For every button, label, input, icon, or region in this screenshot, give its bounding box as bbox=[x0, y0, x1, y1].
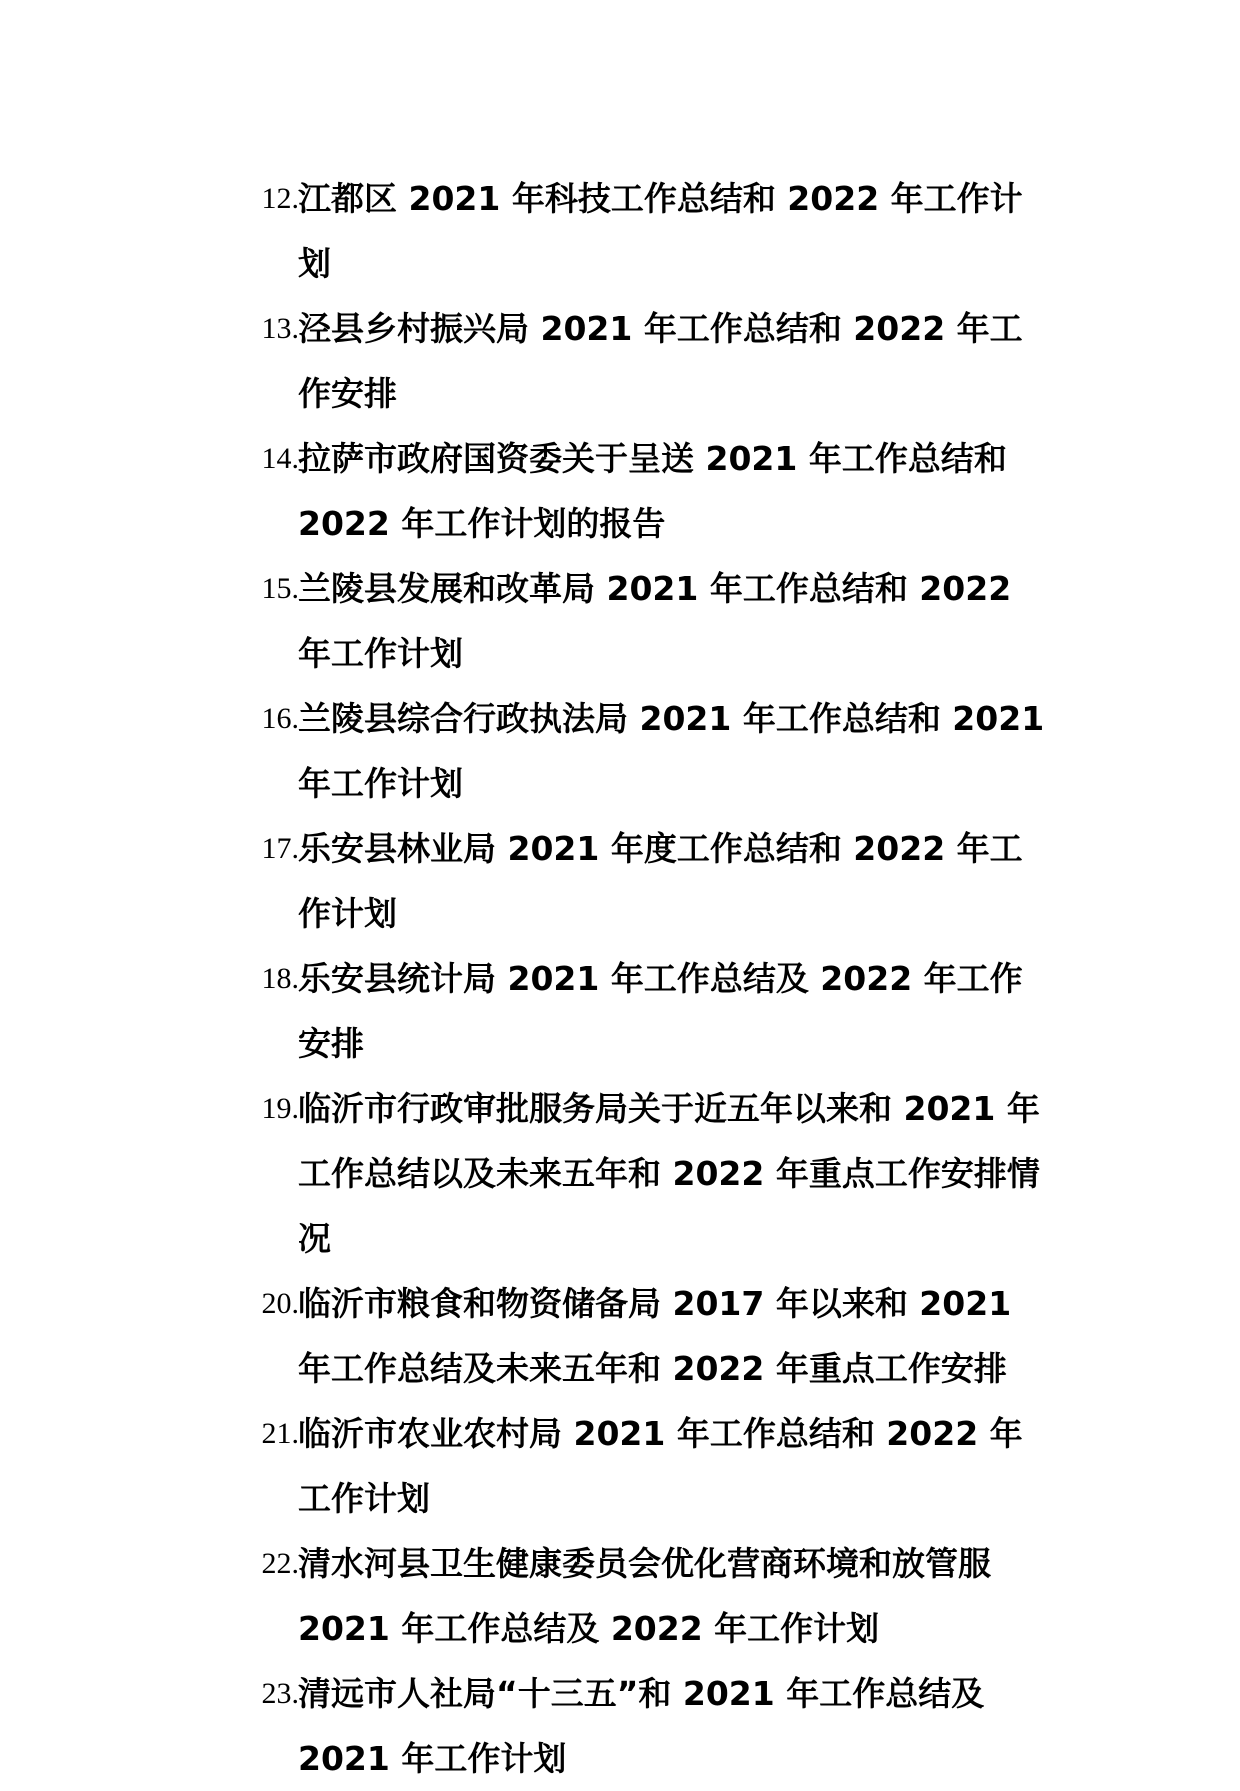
toc-item-title: 江都区 2021 年科技工作总结和 2022 年工作计划 bbox=[298, 179, 1023, 283]
toc-item-title: 清远市人社局“十三五”和 2021 年工作总结及 2021 年工作计划 bbox=[298, 1674, 985, 1778]
toc-item-title: 清水河县卫生健康委员会优化营商环境和放管服 2021 年工作总结及 2022 年工作计划 bbox=[298, 1544, 991, 1648]
toc-item-number: 20. bbox=[261, 1287, 299, 1320]
toc-item-title: 拉萨市政府国资委关于呈送 2021 年工作总结和 2022 年工作计划的报告 bbox=[298, 439, 1007, 543]
toc-item-title: 临沂市农业农村局 2021 年工作总结和 2022 年工作计划 bbox=[298, 1414, 1023, 1518]
toc-item bbox=[252, 556, 1052, 686]
toc-item-title: 乐安县林业局 2021 年度工作总结和 2022 年工作计划 bbox=[298, 829, 1023, 933]
toc-item bbox=[252, 1531, 1052, 1661]
toc-item bbox=[252, 1271, 1052, 1401]
toc-item-number: 22. bbox=[261, 1547, 299, 1580]
toc-item bbox=[252, 1076, 1052, 1271]
toc-item-title: 临沂市行政审批服务局关于近五年以来和 2021 年工作总结以及未来五年和 2022 年重点工作安排情况 bbox=[298, 1089, 1040, 1258]
toc-item-title: 乐安县统计局 2021 年工作总结及 2022 年工作安排 bbox=[298, 959, 1023, 1063]
toc-item-number: 23. bbox=[261, 1677, 299, 1710]
toc-item-title: 兰陵县综合行政执法局 2021 年工作总结和 2021 年工作计划 bbox=[298, 699, 1045, 803]
toc-item-title: 临沂市粮食和物资储备局 2017 年以来和 2021 年工作总结及未来五年和 2022 年重点工作安排 bbox=[298, 1284, 1012, 1388]
toc-item-number: 21. bbox=[261, 1417, 299, 1450]
toc-item bbox=[252, 686, 1052, 816]
toc-item-number: 18. bbox=[261, 962, 299, 995]
toc-item bbox=[252, 426, 1052, 556]
toc-item-title: 泾县乡村振兴局 2021 年工作总结和 2022 年工作安排 bbox=[298, 309, 1023, 413]
toc-item-number: 14. bbox=[261, 442, 299, 475]
toc-item-number: 15. bbox=[261, 572, 299, 605]
toc-item-number: 19. bbox=[261, 1092, 299, 1125]
toc-item-number: 17. bbox=[261, 832, 299, 865]
toc-item bbox=[252, 946, 1052, 1076]
toc-item bbox=[252, 1401, 1052, 1531]
table-of-contents bbox=[252, 166, 1052, 1791]
toc-item bbox=[252, 166, 1052, 296]
toc-item bbox=[252, 1661, 1052, 1791]
toc-item-number: 13. bbox=[261, 312, 299, 345]
toc-item bbox=[252, 816, 1052, 946]
toc-item-number: 16. bbox=[261, 702, 299, 735]
toc-item bbox=[252, 296, 1052, 426]
toc-item-title: 兰陵县发展和改革局 2021 年工作总结和 2022 年工作计划 bbox=[298, 569, 1012, 673]
toc-item-number: 12. bbox=[261, 182, 299, 215]
